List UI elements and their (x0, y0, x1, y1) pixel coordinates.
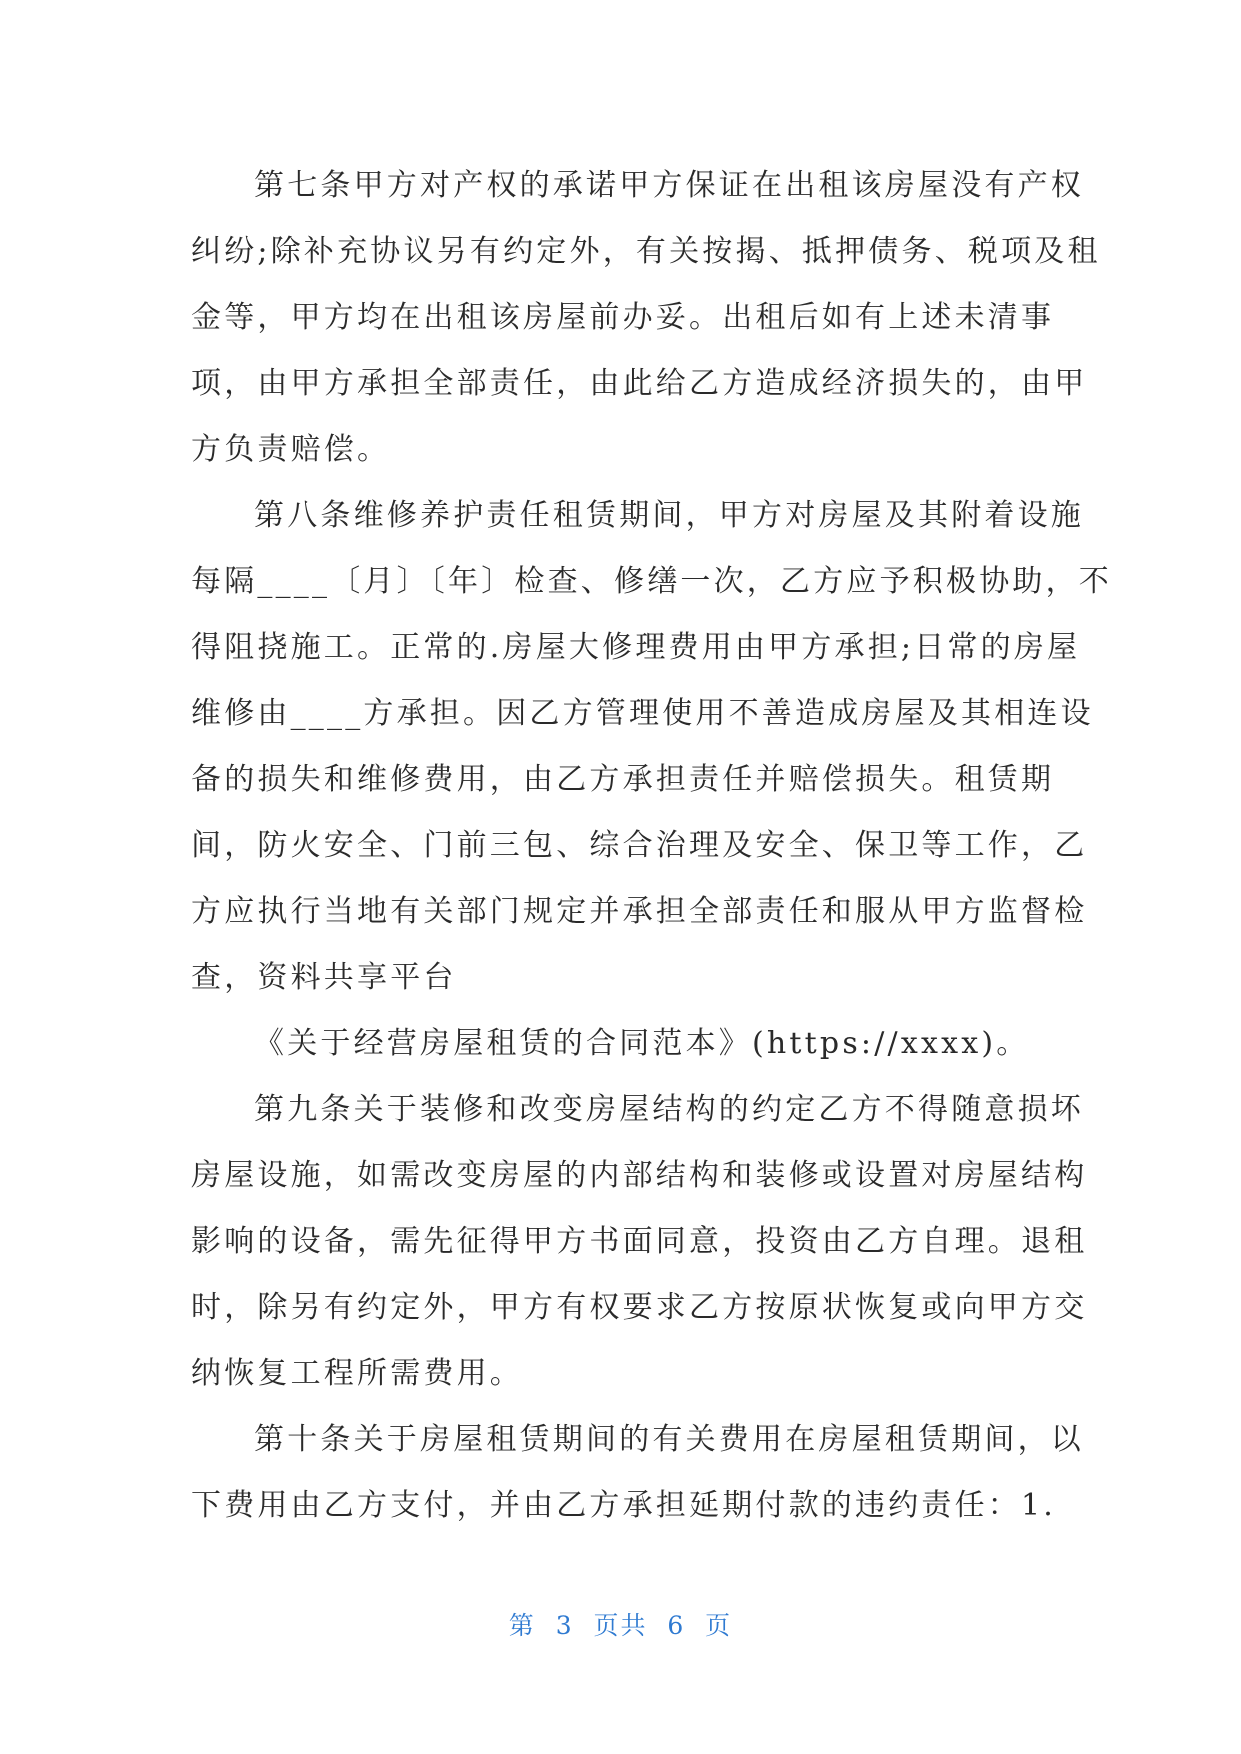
paragraph-line: 影响的设备，需先征得甲方书面同意，投资由乙方自理。退租 (191, 1224, 1088, 1259)
paragraph-line: 项，由甲方承担全部责任，由此给乙方造成经济损失的，由甲 (191, 366, 1088, 401)
paragraph-line: 第八条维修养护责任租赁期间，甲方对房屋及其附着设施 (254, 498, 1084, 533)
paragraph-line: 备的损失和维修费用，由乙方承担责任并赔偿损失。租赁期 (191, 762, 1055, 797)
paragraph-line: 纠纷;除补充协议另有约定外，有关按揭、抵押债务、税项及租 (191, 234, 1101, 269)
paragraph-line: 得阻挠施工。正常的.房屋大修理费用由甲方承担;日常的房屋 (191, 630, 1081, 665)
paragraph-line: 每隔____〔月〕〔年〕检查、修缮一次，乙方应予积极协助，不 (191, 564, 1112, 599)
paragraph-line: 方应执行当地有关部门规定并承担全部责任和服从甲方监督检 (191, 894, 1088, 929)
paragraph-line: 查，资料共享平台 (191, 960, 457, 995)
paragraph-line: 维修由____方承担。因乙方管理使用不善造成房屋及其相连设 (191, 696, 1094, 731)
paragraph-line: 第十条关于房屋租赁期间的有关费用在房屋租赁期间，以 (254, 1422, 1084, 1457)
paragraph-line: 房屋设施，如需改变房屋的内部结构和装修或设置对房屋结构 (191, 1158, 1088, 1193)
paragraph-line: 第七条甲方对产权的承诺甲方保证在出租该房屋没有产权 (254, 168, 1084, 203)
paragraph-line: 间，防火安全、门前三包、综合治理及安全、保卫等工作，乙 (191, 828, 1088, 863)
document-body (191, 153, 1112, 1539)
paragraph-line: 《关于经营房屋租赁的合同范本》(https://xxxx)。 (254, 1026, 1030, 1061)
paragraph-line: 金等，甲方均在出租该房屋前办妥。出租后如有上述未清事 (191, 300, 1055, 335)
page-number-footer: 第 3 页共 6 页 (508, 1611, 733, 1640)
paragraph-line: 纳恢复工程所需费用。 (191, 1356, 523, 1391)
paragraph-line: 时，除另有约定外，甲方有权要求乙方按原状恢复或向甲方交 (191, 1290, 1088, 1325)
paragraph-line: 第九条关于装修和改变房屋结构的约定乙方不得随意损坏 (254, 1092, 1084, 1127)
paragraph-line: 下费用由乙方支付，并由乙方承担延期付款的违约责任：1. (191, 1488, 1057, 1523)
paragraph-line: 方负责赔偿。 (191, 432, 391, 467)
